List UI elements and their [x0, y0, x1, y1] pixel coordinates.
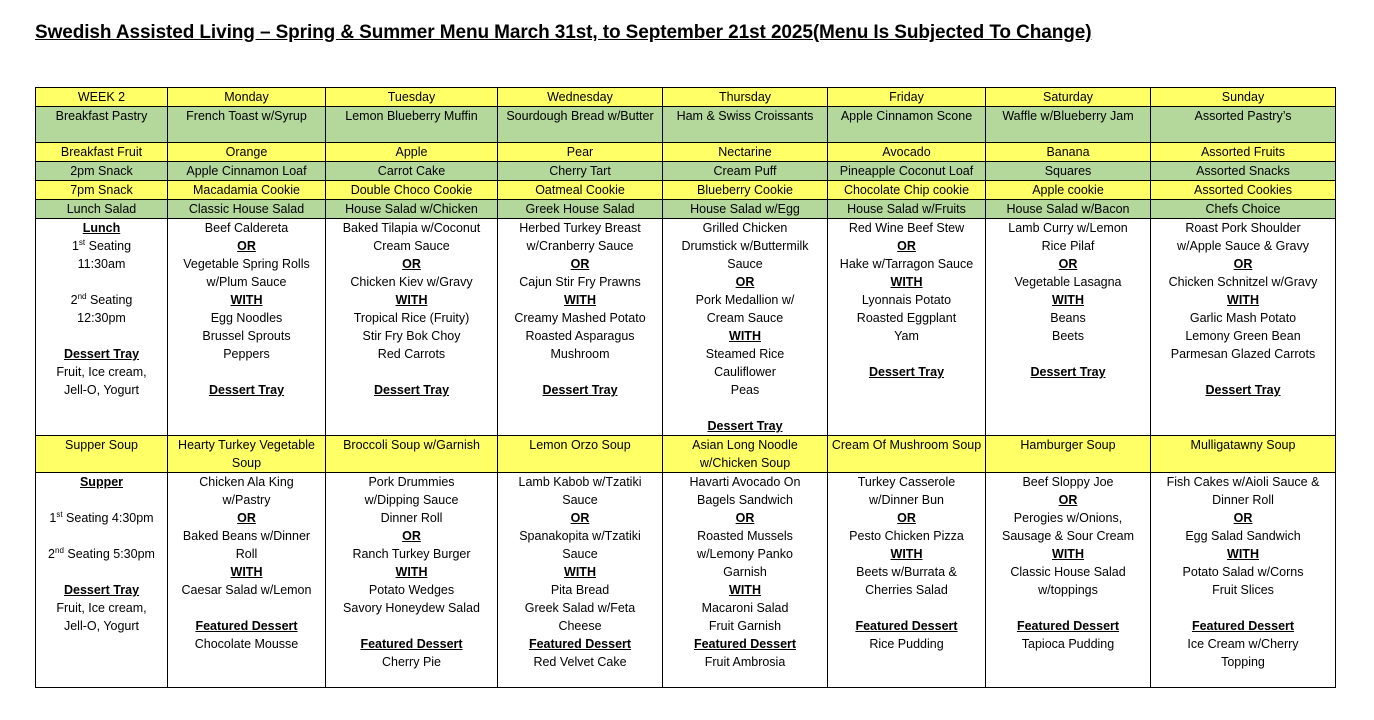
lunch-label-cell [36, 219, 168, 436]
breakfast-fruit-cell-thursday: Nectarine [663, 143, 828, 162]
menu-item: Ice Cream w/Cherry [1187, 637, 1299, 651]
with-label: WITH [230, 293, 263, 307]
breakfast-fruit-cell-tuesday: Apple [326, 143, 498, 162]
menu-item: Cherry Pie [381, 655, 442, 669]
supper-second-seating: 2nd Seating 5:30pm [48, 545, 155, 561]
lunch-first-seating: 1st Seating [71, 237, 132, 253]
with-label: WITH [564, 565, 596, 579]
breakfast-pastry-cell-saturday: Waffle w/Blueberry Jam [986, 107, 1151, 143]
snack-7pm-cell-tuesday: Double Choco Cookie [326, 181, 498, 200]
supper-cell-thursday [663, 473, 828, 688]
snack-2pm-row [36, 162, 1336, 181]
snack-7pm-cell-wednesday: Oatmeal Cookie [498, 181, 663, 200]
supper-soup-row [36, 436, 1336, 473]
menu-item: Fruit Garnish [708, 619, 782, 633]
menu-item: Garnish [723, 565, 767, 579]
menu-item: Macaroni Salad [701, 601, 789, 615]
lunch-salad-row [36, 200, 1336, 219]
menu-item: Tropical Rice (Fruity) [353, 311, 470, 325]
menu-item: Caesar Salad w/Lemon [181, 583, 312, 597]
lunch-salad-cell-sunday: Chefs Choice [1151, 200, 1336, 219]
menu-item: Stir Fry Bok Choy [362, 329, 461, 343]
menu-item: Lyonnais Potato [861, 293, 952, 307]
menu-item: w/Dinner Bun [868, 493, 945, 507]
or-label: OR [735, 275, 755, 289]
spacer [1153, 363, 1333, 381]
menu-item: Topping [1221, 655, 1265, 669]
menu-item: Havarti Avocado On [689, 475, 801, 489]
snack-2pm-cell-saturday: Squares [986, 162, 1151, 181]
breakfast-fruit-cell-label: Breakfast Fruit [36, 143, 168, 162]
breakfast-pastry-cell-label: Breakfast Pastry [36, 107, 168, 143]
lunch-cell-saturday [986, 219, 1151, 436]
with-label: WITH [890, 547, 923, 561]
menu-item: Bagels Sandwich [697, 493, 793, 507]
menu-item: Pork Medallion w/ [695, 293, 795, 307]
menu-item: w/Lemony Panko [697, 547, 793, 561]
menu-item: Beets [1052, 329, 1084, 343]
featured-dessert-label: Featured Dessert [360, 637, 463, 651]
snack-7pm-cell-monday: Macadamia Cookie [168, 181, 326, 200]
menu-item: Rice Pilaf [1041, 239, 1095, 253]
spacer [665, 399, 825, 417]
snack-7pm-cell-friday: Chocolate Chip cookie [828, 181, 986, 200]
menu-item: Pork Drummies [368, 475, 455, 489]
menu-item: Cajun Stir Fry Prawns [519, 275, 641, 289]
lunch-cell-friday [828, 219, 986, 436]
menu-item: w/Cranberry Sauce [526, 239, 634, 253]
breakfast-pastry-cell-monday: French Toast w/Syrup [168, 107, 326, 143]
lunch-dessert-tray-label: Dessert Tray [63, 347, 140, 361]
menu-item: Roasted Mussels [697, 529, 793, 543]
lunch-dessert-items-2: Jell-O, Yogurt [63, 383, 140, 397]
menu-item: w/Apple Sauce & Gravy [1176, 239, 1309, 253]
snack-7pm-row [36, 181, 1336, 200]
menu-item: Classic House Salad [1010, 565, 1126, 579]
lunch-heading: Lunch [82, 221, 121, 235]
spacer [170, 363, 323, 381]
snack-7pm-cell-saturday: Apple cookie [986, 181, 1151, 200]
menu-item: Lamb Kabob w/Tzatiki [518, 475, 642, 489]
supper-soup-cell-wednesday: Lemon Orzo Soup [498, 436, 663, 473]
menu-item: w/Pastry [222, 493, 271, 507]
with-label: WITH [890, 275, 923, 289]
or-label: OR [237, 239, 256, 253]
lunch-cell-sunday [1151, 219, 1336, 436]
lunch-row [36, 219, 1336, 436]
menu-item: Beef Sloppy Joe [1022, 475, 1114, 489]
menu-item: Pita Bread [550, 583, 610, 597]
with-label: WITH [230, 565, 263, 579]
or-label: OR [897, 239, 916, 253]
menu-item: Sauce [727, 257, 763, 271]
or-label: OR [402, 529, 421, 543]
supper-row [36, 473, 1336, 688]
menu-item: Brussel Sprouts [202, 329, 291, 343]
menu-item: Baked Tilapia w/Coconut [342, 221, 481, 235]
menu-item: Chicken Kiev w/Gravy [350, 275, 473, 289]
menu-item: Beans [1050, 311, 1086, 325]
or-label: OR [1058, 257, 1078, 271]
menu-item: Fruit Slices [1212, 583, 1274, 597]
menu-item: Drumstick w/Buttermilk [681, 239, 809, 253]
snack-2pm-cell-monday: Apple Cinnamon Loaf [168, 162, 326, 181]
menu-item: Spanakopita w/Tzatiki [519, 529, 641, 543]
lunch-salad-cell-tuesday: House Salad w/Chicken [326, 200, 498, 219]
menu-item: Beef Caldereta [204, 221, 289, 235]
menu-item: Cauliflower [714, 365, 776, 379]
menu-title: Swedish Assisted Living – Spring & Summer Menu March 31st, to September 21st 2025(Menu Is Subjected To Change) [35, 22, 1092, 43]
snack-2pm-cell-friday: Pineapple Coconut Loaf [828, 162, 986, 181]
featured-dessert-label: Featured Dessert [693, 637, 797, 651]
breakfast-fruit-cell-friday: Avocado [828, 143, 986, 162]
supper-soup-cell-sunday: Mulligatawny Soup [1151, 436, 1336, 473]
breakfast-pastry-cell-wednesday: Sourdough Bread w/Butter [498, 107, 663, 143]
with-label: WITH [1052, 547, 1084, 561]
menu-item: Steamed Rice [705, 347, 785, 361]
header-cell-sunday: Sunday [1151, 88, 1336, 107]
menu-item: Pesto Chicken Pizza [849, 529, 964, 543]
snack-2pm-cell-sunday: Assorted Snacks [1151, 162, 1336, 181]
dessert-tray-label: Dessert Tray [208, 383, 285, 397]
supper-cell-wednesday [498, 473, 663, 688]
menu-item: Rice Pudding [869, 637, 944, 651]
supper-cell-sunday [1151, 473, 1336, 688]
featured-dessert-label: Featured Dessert [195, 619, 298, 633]
header-cell-label: WEEK 2 [36, 88, 168, 107]
supper-cell-saturday [986, 473, 1151, 688]
with-label: WITH [564, 293, 596, 307]
with-label: WITH [1052, 293, 1084, 307]
menu-item: Dinner Roll [380, 511, 443, 525]
featured-dessert-label: Featured Dessert [1191, 619, 1295, 633]
menu-item: Red Carrots [377, 347, 446, 361]
menu-item: Perogies w/Onions, [1013, 511, 1123, 525]
snack-2pm-cell-tuesday: Carrot Cake [326, 162, 498, 181]
menu-item: Chocolate Mousse [194, 637, 299, 651]
lunch-cell-wednesday [498, 219, 663, 436]
menu-item: Vegetable Spring Rolls [183, 257, 310, 271]
with-label: WITH [729, 329, 761, 343]
menu-item: Red Velvet Cake [533, 655, 627, 669]
menu-item: Savory Honeydew Salad [343, 601, 480, 615]
menu-item: w/Dipping Sauce [364, 493, 459, 507]
breakfast-fruit-row [36, 143, 1336, 162]
supper-dessert-items: Fruit, Ice cream, [56, 601, 147, 615]
spacer [500, 363, 660, 381]
menu-item: Ranch Turkey Burger [352, 547, 471, 561]
menu-item: Sauce [562, 493, 598, 507]
menu-item: Peas [730, 383, 760, 397]
menu-item: Egg Salad Sandwich [1185, 529, 1301, 543]
menu-item: Cherries Salad [865, 583, 948, 597]
supper-soup-cell-label: Supper Soup [36, 436, 168, 473]
menu-item: Roast Pork Shoulder [1185, 221, 1301, 235]
snack-2pm-cell-thursday: Cream Puff [663, 162, 828, 181]
supper-cell-tuesday [326, 473, 498, 688]
menu-item: Lemony Green Bean [1185, 329, 1301, 343]
snack-2pm-cell-wednesday: Cherry Tart [498, 162, 663, 181]
snack-2pm-cell-label: 2pm Snack [36, 162, 168, 181]
header-row [36, 88, 1336, 107]
spacer [328, 617, 495, 635]
supper-first-seating: 1st Seating 4:30pm [49, 509, 154, 525]
menu-item: Roasted Asparagus [525, 329, 635, 343]
spacer [830, 599, 983, 617]
breakfast-pastry-row [36, 107, 1336, 143]
header-cell-saturday: Saturday [986, 88, 1151, 107]
breakfast-fruit-cell-sunday: Assorted Fruits [1151, 143, 1336, 162]
menu-item: Roll [235, 547, 258, 561]
menu-item: Sausage & Sour Cream [1001, 529, 1134, 543]
supper-dessert-tray-label: Dessert Tray [63, 583, 140, 597]
menu-item: Creamy Mashed Potato [514, 311, 646, 325]
menu-item: Parmesan Glazed Carrots [1170, 347, 1316, 361]
menu-item: Dinner Roll [1212, 493, 1274, 507]
dessert-tray-label: Dessert Tray [373, 383, 450, 397]
menu-item: Cream Sauce [373, 239, 450, 253]
breakfast-pastry-cell-friday: Apple Cinnamon Scone [828, 107, 986, 143]
dessert-tray-label: Dessert Tray [542, 383, 618, 397]
or-label: OR [237, 511, 256, 525]
or-label: OR [1233, 257, 1253, 271]
supper-label-cell [36, 473, 168, 688]
lunch-salad-cell-wednesday: Greek House Salad [498, 200, 663, 219]
spacer [1153, 599, 1333, 617]
menu-item: Grilled Chicken [702, 221, 788, 235]
or-label: OR [402, 257, 421, 271]
menu-item: Yam [894, 329, 919, 343]
dessert-tray-label: Dessert Tray [868, 365, 945, 379]
menu-item: Garlic Mash Potato [1189, 311, 1297, 325]
supper-soup-cell-monday: Hearty Turkey Vegetable Soup [168, 436, 326, 473]
menu-item: Roasted Eggplant [856, 311, 957, 325]
menu-item: Turkey Casserole [857, 475, 956, 489]
menu-item: Potato Salad w/Corns [1182, 565, 1304, 579]
breakfast-pastry-cell-thursday: Ham & Swiss Croissants [663, 107, 828, 143]
menu-item: Sauce [562, 547, 598, 561]
spacer [830, 345, 983, 363]
breakfast-fruit-cell-saturday: Banana [986, 143, 1151, 162]
with-label: WITH [395, 565, 428, 579]
with-label: WITH [1227, 547, 1259, 561]
lunch-salad-cell-label: Lunch Salad [36, 200, 168, 219]
menu-item: Baked Beans w/Dinner [182, 529, 311, 543]
or-label: OR [570, 257, 590, 271]
header-cell-monday: Monday [168, 88, 326, 107]
lunch-first-seating-time: 11:30am [77, 257, 126, 271]
menu-item: Greek Salad w/Feta [524, 601, 636, 615]
supper-cell-friday [828, 473, 986, 688]
snack-7pm-cell-label: 7pm Snack [36, 181, 168, 200]
header-cell-thursday: Thursday [663, 88, 828, 107]
breakfast-pastry-cell-sunday: Assorted Pastry’s [1151, 107, 1336, 143]
menu-item: Beets w/Burrata & [856, 565, 957, 579]
supper-soup-cell-tuesday: Broccoli Soup w/Garnish [326, 436, 498, 473]
lunch-salad-cell-monday: Classic House Salad [168, 200, 326, 219]
featured-dessert-label: Featured Dessert [855, 619, 958, 633]
featured-dessert-label: Featured Dessert [528, 637, 632, 651]
with-label: WITH [729, 583, 761, 597]
spacer [988, 599, 1148, 617]
menu-item: Fruit Ambrosia [704, 655, 786, 669]
menu-item: Herbed Turkey Breast [519, 221, 641, 235]
breakfast-fruit-cell-wednesday: Pear [498, 143, 663, 162]
breakfast-fruit-cell-monday: Orange [168, 143, 326, 162]
lunch-cell-monday [168, 219, 326, 436]
snack-7pm-cell-thursday: Blueberry Cookie [663, 181, 828, 200]
spacer [328, 363, 495, 381]
menu-item: Red Wine Beef Stew [848, 221, 965, 235]
supper-soup-cell-saturday: Hamburger Soup [986, 436, 1151, 473]
lunch-second-seating: 2nd Seating [70, 291, 133, 307]
lunch-salad-cell-thursday: House Salad w/Egg [663, 200, 828, 219]
header-cell-friday: Friday [828, 88, 986, 107]
with-label: WITH [1227, 293, 1259, 307]
supper-cell-monday [168, 473, 326, 688]
menu-item: Vegetable Lasagna [1014, 275, 1122, 289]
menu-item: Peppers [223, 347, 270, 361]
lunch-salad-cell-saturday: House Salad w/Bacon [986, 200, 1151, 219]
supper-heading: Supper [79, 475, 124, 489]
or-label: OR [897, 511, 916, 525]
lunch-cell-tuesday [326, 219, 498, 436]
breakfast-pastry-cell-tuesday: Lemon Blueberry Muffin [326, 107, 498, 143]
lunch-cell-thursday [663, 219, 828, 436]
or-label: OR [1058, 493, 1078, 507]
dessert-tray-label: Dessert Tray [1030, 365, 1106, 379]
menu-item: Hake w/Tarragon Sauce [839, 257, 974, 271]
menu-item: w/Plum Sauce [206, 275, 287, 289]
dessert-tray-label: Dessert Tray [707, 419, 783, 433]
menu-item: Tapioca Pudding [1021, 637, 1115, 651]
weekly-menu-table [35, 87, 1336, 688]
dessert-tray-label: Dessert Tray [1205, 383, 1281, 397]
menu-item: w/toppings [1038, 583, 1098, 597]
menu-item: Chicken Ala King [199, 475, 294, 489]
supper-dessert-items-2: Jell-O, Yogurt [63, 619, 140, 633]
header-cell-wednesday: Wednesday [498, 88, 663, 107]
or-label: OR [735, 511, 755, 525]
or-label: OR [1233, 511, 1253, 525]
lunch-second-seating-time: 12:30pm [77, 311, 126, 325]
menu-item: Fish Cakes w/Aioli Sauce & [1166, 475, 1320, 489]
menu-item: Chicken Schnitzel w/Gravy [1168, 275, 1318, 289]
menu-item: Egg Noodles [210, 311, 283, 325]
supper-soup-cell-thursday: Asian Long Noodle w/Chicken Soup [663, 436, 828, 473]
snack-7pm-cell-sunday: Assorted Cookies [1151, 181, 1336, 200]
header-cell-tuesday: Tuesday [326, 88, 498, 107]
menu-item: Cream Sauce [706, 311, 784, 325]
menu-item: Cheese [558, 619, 602, 633]
spacer [170, 599, 323, 617]
lunch-dessert-items: Fruit, Ice cream, [56, 365, 147, 379]
with-label: WITH [395, 293, 428, 307]
menu-item: Mushroom [550, 347, 610, 361]
or-label: OR [570, 511, 590, 525]
lunch-salad-cell-friday: House Salad w/Fruits [828, 200, 986, 219]
supper-soup-cell-friday: Cream Of Mushroom Soup [828, 436, 986, 473]
menu-item: Lamb Curry w/Lemon [1008, 221, 1128, 235]
spacer [988, 345, 1148, 363]
featured-dessert-label: Featured Dessert [1016, 619, 1120, 633]
menu-item: Potato Wedges [368, 583, 455, 597]
